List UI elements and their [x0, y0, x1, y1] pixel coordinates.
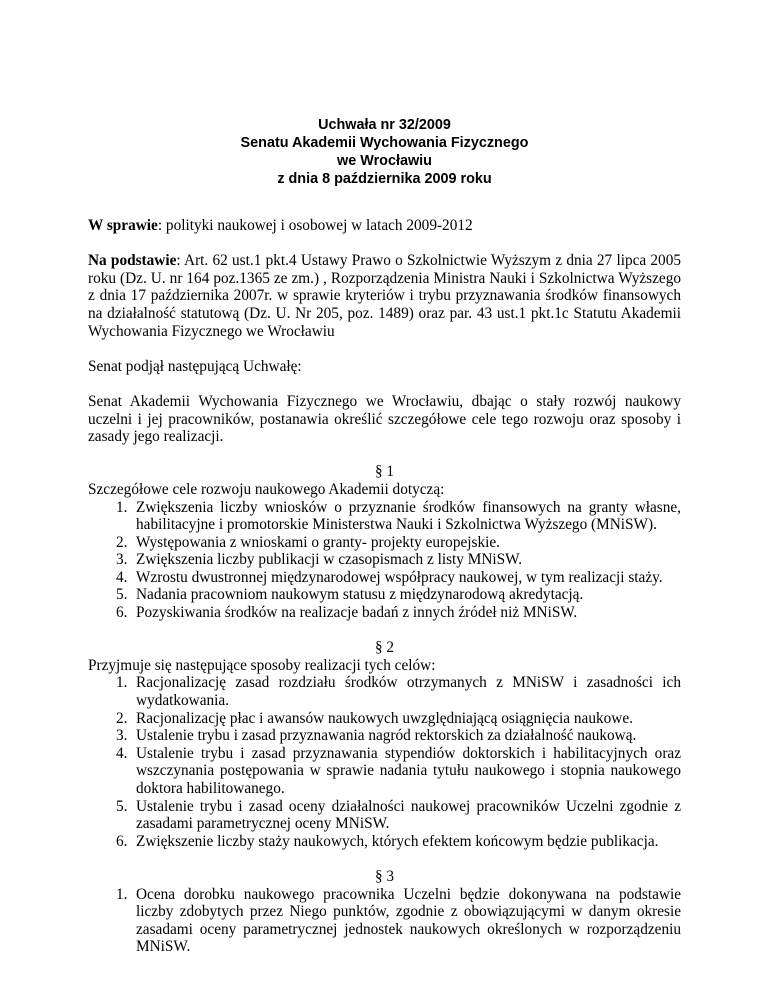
section-1-lead: Szczegółowe cele rozwoju naukowego Akademii dotyczą:: [88, 480, 445, 498]
list-item: [88, 604, 681, 622]
list-item-number: 3.: [116, 551, 128, 569]
section-3-heading: § 3: [374, 867, 395, 885]
list-item: [88, 710, 681, 728]
resolution-preamble: Senat Akademii Wychowania Fizycznego we Wrocławiu, dbając o stały rozwój naukowy uczelni i jej pracowników, postanawia określić szczegółowe cele tego rozwoju oraz sposoby i zasady jego realizacji.: [88, 392, 681, 446]
subject-text: : polityki naukowej i osobowej w latach 2009-2012: [157, 217, 473, 234]
list-item-number: 4.: [116, 744, 128, 762]
legal-basis-text: : Art. 62 ust.1 pkt.4 Ustawy Prawo o Szkolnictwie Wyższym z dnia 27 lipca 2005 roku (Dz. U. nr 164 poz.1365 ze zm.) , Rozporządzenia Ministra Nauki i Szkolnictwa Wyższego z dnia 17 października 2007r. w sprawie kryteriów i trybu przyznawania środków finansowych na działalność statutową (Dz. U. Nr 205, poz. 1489) oraz par. 43 ust.1 pkt.1c Statutu Akademii Wychowania Fizycznego we Wrocławiu: [88, 252, 682, 340]
list-item-number: 2.: [116, 533, 128, 551]
list-item: [88, 551, 681, 569]
section-1-heading: § 1: [374, 463, 395, 481]
list-item-text: Występowania z wnioskami o granty- projekty europejskie.: [136, 533, 500, 551]
section-3: [88, 868, 681, 956]
list-item-number: 5.: [116, 586, 128, 604]
legal-basis-label: Na podstawie: [88, 252, 177, 270]
list-item-number: 6.: [116, 832, 128, 850]
resolution-intro: Senat podjął następującą Uchwałę:: [88, 357, 302, 375]
section-3-list: [88, 886, 681, 956]
title-line-2: Senatu Akademii Wychowania Fizycznego: [240, 135, 529, 151]
list-item: [88, 886, 681, 956]
list-item-text: Ustalenie trybu i zasad przyznawania stypendiów doktorskich i habilitacyjnych oraz wszczynania postępowania w sprawie nadania tytułu naukowego i stopnia naukowego doktora habilitowanego.: [136, 744, 681, 797]
document-page: [88, 116, 681, 956]
list-item: [88, 833, 681, 851]
list-item-text: Zwiększenie liczby staży naukowych, których efektem końcowym będzie publikacja.: [136, 832, 659, 850]
list-item-number: 1.: [116, 885, 128, 903]
list-item-text: Zwiększenia liczby wniosków o przyznanie środków finansowych na granty własne, habilitacyjne i promotorskie Ministerstwa Nauki i Szkolnictwa Wyższego (MNiSW).: [136, 498, 681, 534]
list-item: [88, 499, 681, 534]
subject-label: W sprawie: [88, 217, 158, 234]
list-item-text: Wzrostu dwustronnej międzynarodowej współpracy naukowej, w tym realizacji staży.: [136, 568, 663, 586]
list-item-text: Racjonalizację zasad rozdziału środków otrzymanych z MNiSW i zasadności ich wydatkowania.: [136, 674, 681, 710]
list-item-text: Ocena dorobku naukowego pracownika Uczelni będzie dokonywana na podstawie liczby zdobytych przez Niego punktów, zgodnie z obowiązującymi w danym okresie zasadami oceny parametrycznej jednostek naukowych określonych w rozporządzeniu MNiSW.: [136, 885, 681, 956]
list-item-text: Nadania pracowniom naukowym statusu z międzynarodową akredytacją.: [136, 586, 584, 604]
list-item: [88, 727, 681, 745]
list-item-text: Ustalenie trybu i zasad przyznawania nagród rektorskich za działalność naukową.: [136, 727, 637, 745]
section-2-list: [88, 674, 681, 850]
list-item: [88, 745, 681, 798]
section-2-lead: Przyjmuje się następujące sposoby realizacji tych celów:: [88, 656, 436, 674]
legal-basis-paragraph: [88, 252, 681, 340]
list-item: [88, 569, 681, 587]
list-item-number: 1.: [116, 498, 128, 516]
section-2: [88, 639, 681, 850]
list-item-text: Racjonalizację płac i awansów naukowych uwzględniającą osiągnięcia naukowe.: [136, 709, 633, 727]
section-1-list: [88, 499, 681, 622]
list-item-number: 6.: [116, 604, 128, 622]
section-1: [88, 463, 681, 621]
section-2-heading: § 2: [374, 639, 395, 657]
title-line-4: z dnia 8 października 2009 roku: [277, 171, 492, 187]
list-item-number: 3.: [116, 727, 128, 745]
title-line-1: Uchwała nr 32/2009: [318, 117, 451, 133]
list-item-number: 1.: [116, 674, 128, 692]
list-item-number: 5.: [116, 797, 128, 815]
list-item-text: Ustalenie trybu i zasad oceny działalności naukowej pracowników Uczelni zgodnie z zasadami parametrycznej oceny MNiSW.: [136, 797, 681, 833]
list-item: [88, 798, 681, 833]
list-item-number: 4.: [116, 568, 128, 586]
document-title: [88, 116, 681, 188]
list-item: [88, 586, 681, 604]
title-line-3: we Wrocławiu: [337, 153, 432, 169]
list-item: [88, 674, 681, 709]
list-item-text: Pozyskiwania środków na realizacje badań z innych źródeł niż MNiSW.: [136, 604, 578, 622]
list-item-number: 2.: [116, 709, 128, 727]
list-item-text: Zwiększenia liczby publikacji w czasopismach z listy MNiSW.: [136, 551, 523, 569]
subject-paragraph: [88, 217, 681, 235]
list-item: [88, 534, 681, 552]
